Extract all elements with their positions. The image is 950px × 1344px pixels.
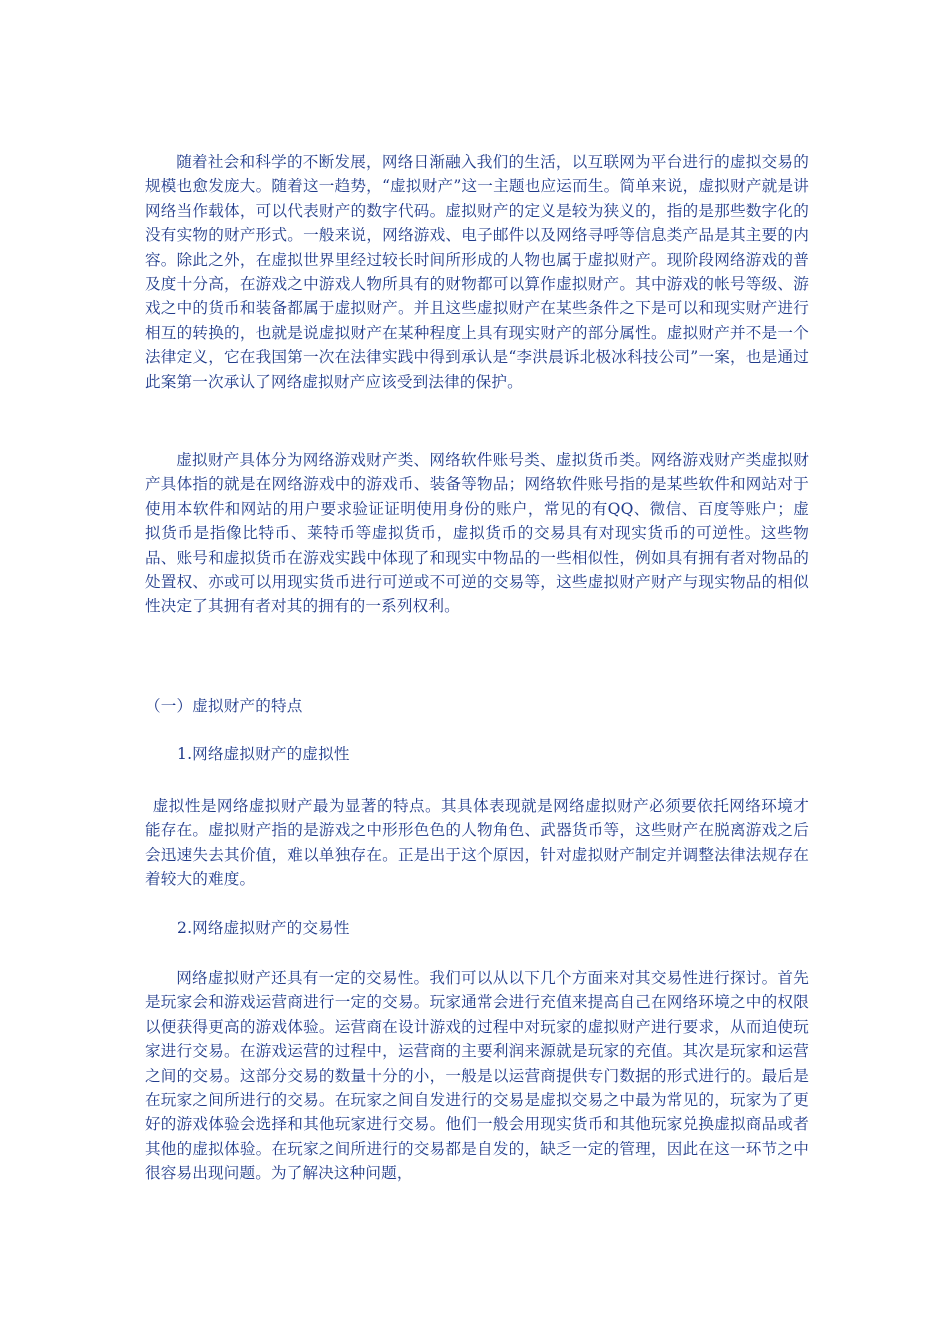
section-heading: （一）虚拟财产的特点 bbox=[145, 697, 303, 715]
virtuality-paragraph: 虚拟性是网络虚拟财产最为显著的特点。其具体表现就是网络虚拟财产必须要依托网络环境才能存在。虚拟财产指的是游戏之中形形色色的人物角色、武器货币等，这些财产在脱离游戏之后会迅速失去其价值，难以单独存在。正是出于这个原因，针对虚拟财产制定并调整法律法规存在着较大的难度。 bbox=[145, 797, 809, 889]
intro-paragraph: 随着社会和科学的不断发展，网络日渐融入我们的生活，以互联网为平台进行的虚拟交易的规模也愈发庞大。随着这一趋势，“虚拟财产”这一主题也应运而生。简单来说，虚拟财产就是讲网络当作载体，可以代表财产的数字代码。虚拟财产的定义是较为狭义的，指的是那些数字化的没有实物的财产形式。一般来说，网络游戏、电子邮件以及网络寻呼等信息类产品是其主要的内容。除此之外，在虚拟世界里经过较长时间所形成的人物也属于虚拟财产。现阶段网络游戏的普及度十分高，在游戏之中游戏人物所具有的财物都可以算作虚拟财产。其中游戏的帐号等级、游戏之中的货币和装备都属于虚拟财产。并且这些虚拟财产在某些条件之下是可以和现实财产进行相互的转换的，也就是说虚拟财产在某种程度上具有现实财产的部分属性。虚拟财产并不是一个法律定义，它在我国第一次在法律实践中得到承认是“李洪晨诉北极冰科技公司”一案，也是通过此案第一次承认了网络虚拟财产应该受到法律的保护。 bbox=[145, 153, 809, 391]
subsection-heading-tradability: 2.网络虚拟财产的交易性 bbox=[177, 919, 350, 937]
subsection-heading-virtuality: 1.网络虚拟财产的虚拟性 bbox=[177, 745, 350, 763]
categories-paragraph: 虚拟财产具体分为网络游戏财产类、网络软件账号类、虚拟货币类。网络游戏财产类虚拟财产具体指的就是在网络游戏中的游戏币、装备等物品；网络软件账号指的是某些软件和网站对于使用本软件和网站的用户要求验证证明使用身份的账户，常见的有QQ、微信、百度等账户；虚拟货币是指像比特币、莱特币等虚拟货币，虚拟货币的交易具有对现实货币的可逆性。这些物品、账号和虚拟货币在游戏实践中体现了和现实中物品的一些相似性，例如具有拥有者对物品的处置权、亦或可以用现实货币进行可逆或不可逆的交易等，这些虚拟财产财产与现实物品的相似性决定了其拥有者对其的拥有的一系列权利。 bbox=[145, 451, 809, 616]
tradability-paragraph: 网络虚拟财产还具有一定的交易性。我们可以从以下几个方面来对其交易性进行探讨。首先是玩家会和游戏运营商进行一定的交易。玩家通常会进行充值来提高自己在网络环境之中的权限以便获得更高的游戏体验。运营商在设计游戏的过程中对玩家的虚拟财产进行要求，从而迫使玩家进行交易。在游戏运营的过程中，运营商的主要利润来源就是玩家的充值。其次是玩家和运营之间的交易。这部分交易的数量十分的小，一般是以运营商提供专门数据的形式进行的。最后是在玩家之间所进行的交易。在玩家之间自发进行的交易是虚拟交易之中最为常见的，玩家为了更好的游戏体验会选择和其他玩家进行交易。他们一般会用现实货币和其他玩家兑换虚拟商品或者其他的虚拟体验。在玩家之间所进行的交易都是自发的，缺乏一定的管理，因此在这一环节之中很容易出现问题。为了解决这种问题， bbox=[145, 969, 809, 1183]
